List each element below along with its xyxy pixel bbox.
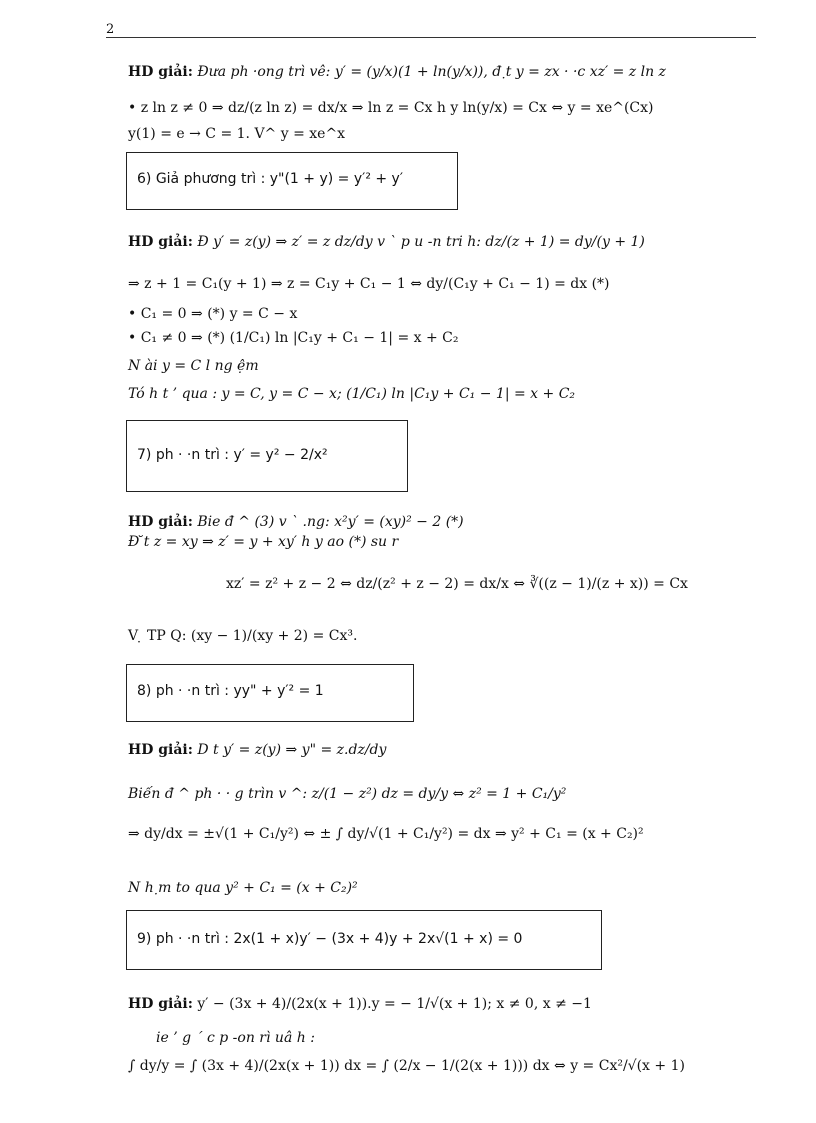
sec7-line-3: xz′ = z² + z − 2 ⇔ dz/(z² + z − 2) = dx/x ⇔ ∛((z − 1)/(z + x)) = Cx <box>226 576 688 592</box>
sec8-line-4: N h ̣m to qua y² + C₁ = (x + C₂)² <box>128 880 358 896</box>
problem-6-box <box>126 152 458 210</box>
sec5-text-1: Đưa ph ·ong trì vê: y′ = (y/x)(1 + ln(y/x)), đ ̣t y = zx · ·c xz′ = z ln z <box>197 64 666 80</box>
sec9-line-2: ie ’ g ´ c p -on rì uâ h : <box>156 1030 315 1046</box>
sec7-text-1: Bie đ ^ (3) v ` .ng: x²y′ = (xy)² − 2 (*) <box>197 514 464 530</box>
problem-9-box <box>126 910 602 970</box>
sec8-text-1: D t y′ = z(y) ⇒ y" = z.dz/dy <box>197 742 387 758</box>
sec6-line-4: • C₁ ≠ 0 ⇒ (*) (1/C₁) ln |C₁y + C₁ − 1| = x + C₂ <box>128 330 459 346</box>
sec9-line-3: ∫ dy/y = ∫ (3x + 4)/(2x(x + 1)) dx = ∫ (2/x − 1/(2(x + 1))) dx ⇔ y = Cx²/√(x + 1) <box>128 1058 685 1074</box>
sec8-line-1 <box>128 742 386 758</box>
sec6-hd-label: HD giải: <box>128 234 193 250</box>
sec6-text-1: Đ y′ = z(y) ⇒ z′ = z dz/dy v ` p u -n tri h: dz/(z + 1) = dy/(y + 1) <box>197 234 645 250</box>
sec5-line-2: • z ln z ≠ 0 ⇒ dz/(z ln z) = dx/x ⇒ ln z = Cx h y ln(y/x) = Cx ⇔ y = xe^(Cx) <box>128 100 654 116</box>
problem-7-box <box>126 420 408 492</box>
problem-6-label: 6) Giả phương trì : y"(1 + y) = y′² + y′ <box>137 171 404 187</box>
sec5-line-3: y(1) = e → C = 1. V^ y = xe^x <box>128 126 346 142</box>
sec6-line-6: Tó h t ’ qua : y = C, y = C − x; (1/C₁) ln |C₁y + C₁ − 1| = x + C₂ <box>128 386 576 402</box>
page-number: 2 <box>106 22 115 37</box>
sec7-line-1 <box>128 514 464 530</box>
sec7-line-2: Đ ̆t z = xy ⇒ z′ = y + xy′ h y ao (*) su r <box>128 534 399 550</box>
problem-8-box <box>126 664 414 722</box>
sec6-line-1 <box>128 234 645 250</box>
problem-8-label: 8) ph · ·n trì : yy" + y′² = 1 <box>137 683 324 699</box>
sec6-line-5: N ài y = C l ng ệm <box>128 358 259 374</box>
sec9-text-1: y′ − (3x + 4)/(2x(x + 1)).y = − 1/√(x + 1); x ≠ 0, x ≠ −1 <box>197 996 592 1012</box>
sec6-line-2: ⇒ z + 1 = C₁(y + 1) ⇒ z = C₁y + C₁ − 1 ⇔ dy/(C₁y + C₁ − 1) = dx (*) <box>128 276 610 292</box>
sec5-line-1 <box>128 64 666 80</box>
sec5-hd-label: HD giải: <box>128 64 193 80</box>
sec6-line-3: • C₁ = 0 ⇒ (*) y = C − x <box>128 306 298 322</box>
sec9-hd-label: HD giải: <box>128 996 193 1012</box>
sec7-line-4: V ̣ TP Q: (xy − 1)/(xy + 2) = Cx³. <box>128 628 358 644</box>
header-rule <box>106 37 756 38</box>
sec8-hd-label: HD giải: <box>128 742 193 758</box>
sec8-line-3: ⇒ dy/dx = ±√(1 + C₁/y²) ⇔ ± ∫ dy/√(1 + C₁/y²) = dx ⇒ y² + C₁ = (x + C₂)² <box>128 826 644 842</box>
sec9-line-1 <box>128 996 592 1012</box>
sec7-hd-label: HD giải: <box>128 514 193 530</box>
problem-9-label: 9) ph · ·n trì : 2x(1 + x)y′ − (3x + 4)y + 2x√(1 + x) = 0 <box>137 931 523 947</box>
sec8-line-2: Biến đ ^ ph · · g trìn v ^: z/(1 − z²) dz = dy/y ⇔ z² = 1 + C₁/y² <box>128 786 567 802</box>
problem-7-label: 7) ph · ·n trì : y′ = y² − 2/x² <box>137 447 328 463</box>
